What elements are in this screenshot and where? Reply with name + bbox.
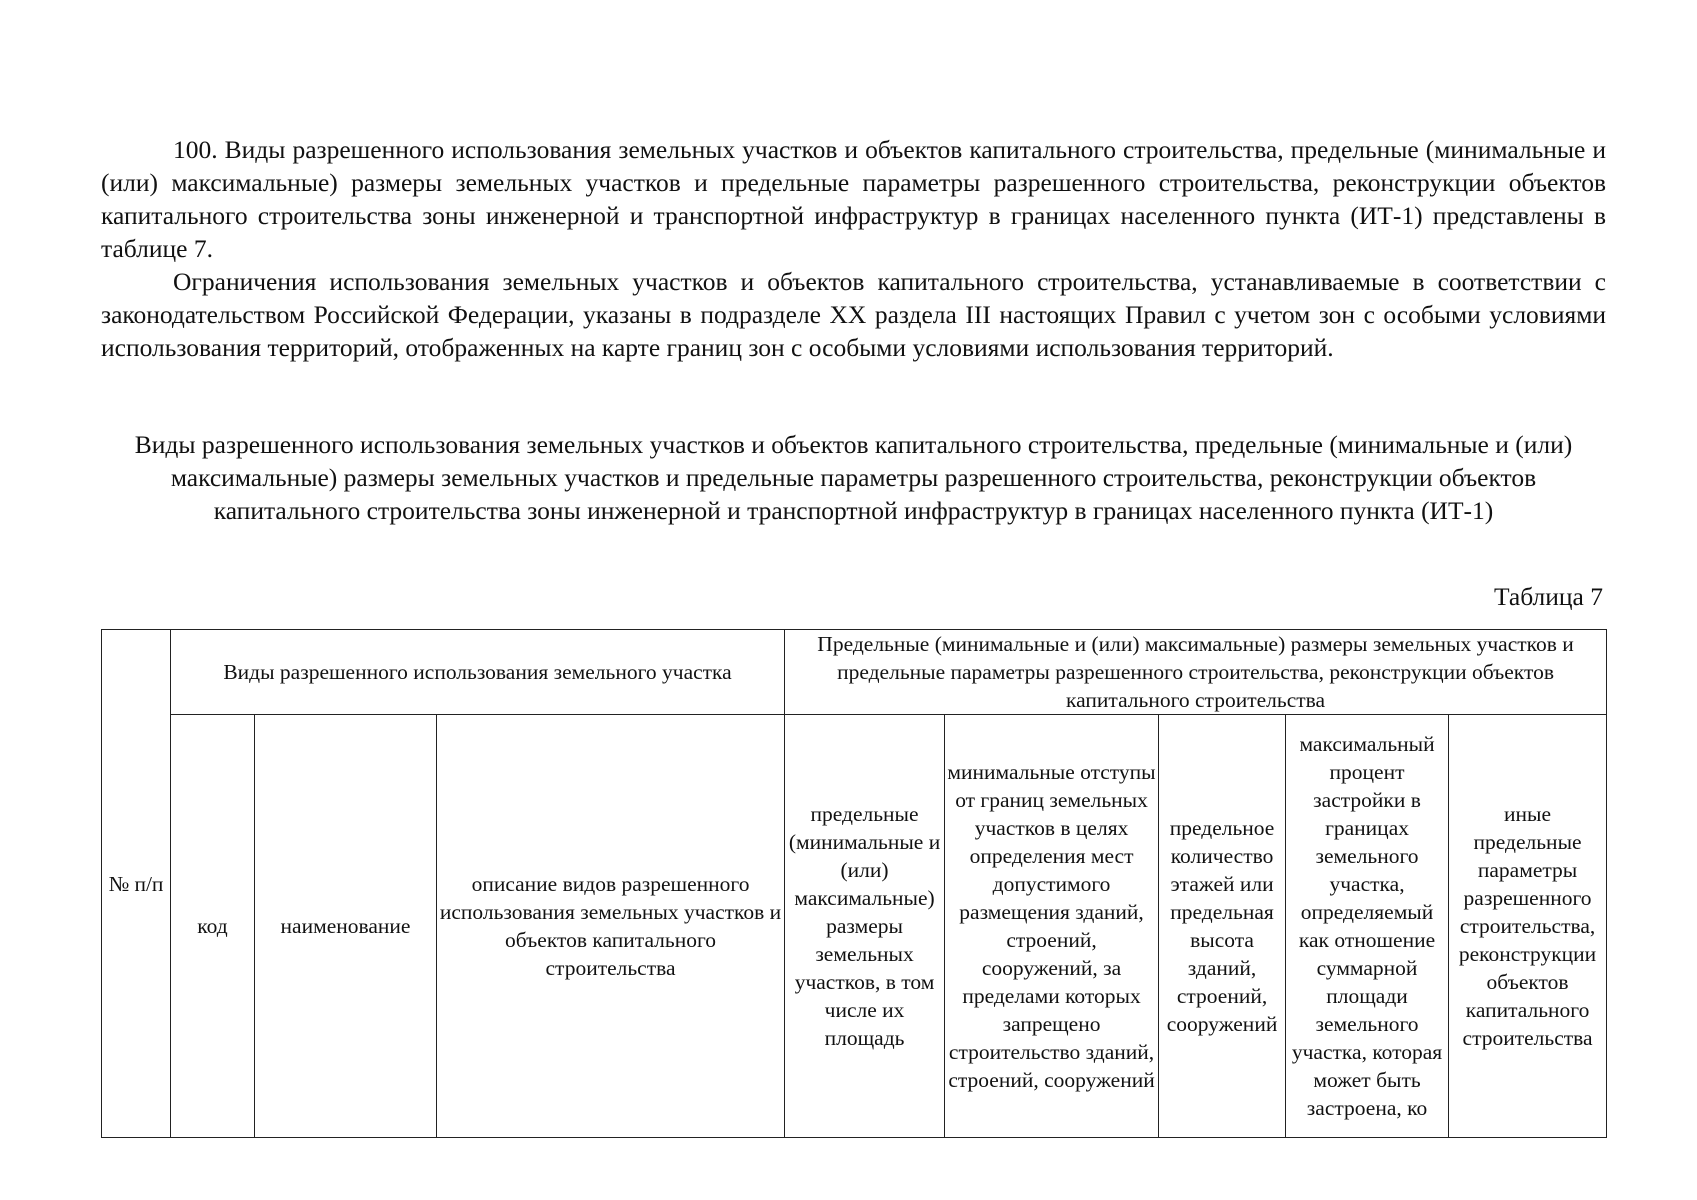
paragraph-restrictions: Ограничения использования земельных участков и объектов капитального строительства, устанавливаемые в соответствии с законодательством Российской Федерации, указаны в подразделе XX раздела III настоящих Правил с учетом зон с особыми условиями использования территорий, отображенных на карте границ зон с особыми условиями использования территорий. [101, 267, 1606, 362]
header-group-limits: Предельные (минимальные и (или) максимальные) размеры земельных участков и предельные параметры разрешенного строительства, реконструкции объектов капитального строительства [785, 630, 1607, 715]
header-code: код [171, 715, 255, 1138]
header-description: описание видов разрешенного использования земельных участков и объектов капитального строительства [437, 715, 785, 1138]
table-number-label: Таблица 7 [1493, 582, 1603, 611]
header-group-usage: Виды разрешенного использования земельного участка [171, 630, 785, 715]
header-plot-size: предельные (минимальные и (или) максимальные) размеры земельных участков, в том числе их площадь [785, 715, 945, 1138]
header-setbacks: минимальные отступы от границ земельных участков в целях определения мест допустимого размещения зданий, строений, сооружений, за пределами которых запрещено строительство зданий, строений, сооружений [945, 715, 1159, 1138]
table-caption: Виды разрешенного использования земельных участков и объектов капитального строительства, предельные (минимальные и (или) максимальные) размеры земельных участков и предельные параметры разрешенного строительства, реконструкции объектов капитального строительства зоны инженерной и транспортной инфраструктур в границах населенного пункта (ИТ-1) [134, 430, 1573, 525]
table-subheader-row [102, 715, 1607, 1138]
table-container [101, 629, 1606, 1137]
table-header-row [102, 630, 1607, 715]
header-coverage: максимальный процент застройки в границах земельного участка, определяемый как отношение суммарной площади земельного участка, которая может быть застроена, ко [1286, 715, 1449, 1138]
header-name: наименование [255, 715, 437, 1138]
paragraph-100: 100. Виды разрешенного использования земельных участков и объектов капитального строительства, предельные (минимальные и (или) максимальные) размеры земельных участков и предельные параметры разрешенного строительства, реконструкции объектов капитального строительства зоны инженерной и транспортной инфраструктур в границах населенного пункта (ИТ-1) представлены в таблице 7. [101, 135, 1606, 263]
header-number: № п/п [102, 630, 171, 1138]
header-floors: предельное количество этажей или предельная высота зданий, строений, сооружений [1159, 715, 1286, 1138]
header-other: иные предельные параметры разрешенного строительства, реконструкции объектов капитального строительства [1449, 715, 1607, 1138]
zoning-table [101, 629, 1607, 1138]
